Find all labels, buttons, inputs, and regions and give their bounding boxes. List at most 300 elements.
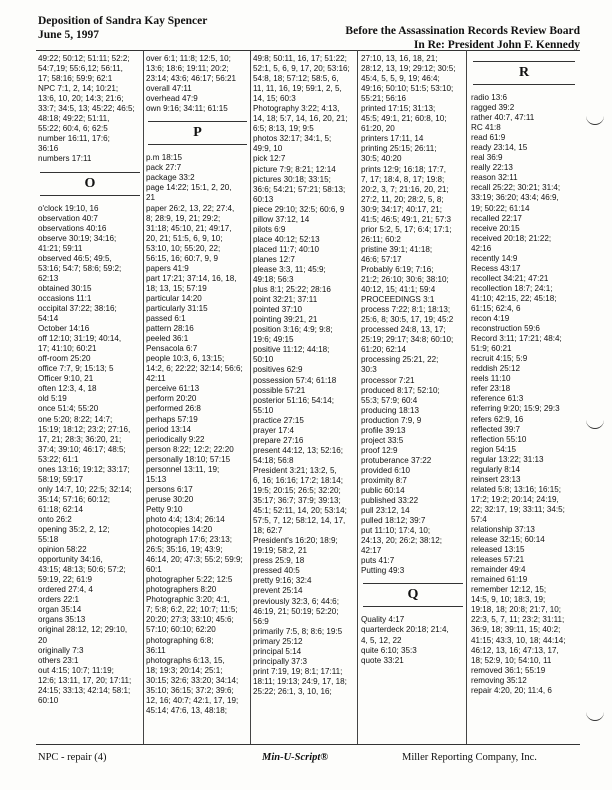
case-title: In Re: President John F. Kennedy — [413, 39, 580, 51]
index-entry: one 5:20; 8:22; 14:7; — [38, 414, 113, 424]
index-column-5 — [471, 54, 577, 744]
index-entry: prints 12:9; 16:18; 17:7, — [361, 164, 447, 174]
index-entry: 45:4, 5, 5, 9, 19; 46:4; — [361, 74, 440, 84]
index-entry: o'clock 19:10, 16 — [38, 203, 99, 213]
index-entry: 46:12, 13, 16; 47:13, 17, — [471, 645, 559, 655]
index-entry: 22:3, 5, 7, 11; 23:2; 31:11; — [471, 615, 565, 625]
index-entry: previously 32:3, 6; 44:6; — [253, 596, 339, 606]
column-divider — [357, 50, 358, 744]
index-entry: 19:19; 58:2, 21 — [253, 546, 308, 556]
index-entry: receive 20:15 — [471, 223, 520, 233]
index-entry: periodically 9:22 — [146, 434, 205, 444]
index-entry: 41:10; 42:15, 22; 45:18; — [471, 293, 557, 303]
board-title: Before the Assassination Records Review Board — [345, 25, 580, 37]
index-entry: put 11:10; 17:4, 10; — [361, 526, 431, 536]
index-entry: 25:6, 8; 30:5, 17, 19; 45:2 — [361, 315, 454, 325]
index-entry: remember 12:12, 15; — [471, 585, 547, 595]
index-entry: related 5:8; 13:16; 16:15; — [471, 484, 561, 494]
index-entry: person 8:22; 12:2; 22:20 — [146, 444, 234, 454]
index-entry: 18; 62:7 — [253, 526, 283, 536]
index-entry: 30:15; 32:6; 33:20; 34:14; — [146, 675, 239, 685]
index-entry: others 23:1 — [38, 655, 79, 665]
index-entry: passed 6:1 — [146, 314, 186, 324]
index-entry: 18; 19:3; 20:14; 25:1; — [146, 665, 223, 675]
index-entry: off-room 25:20 — [38, 354, 91, 364]
index-entry: old 5:19 — [38, 394, 67, 404]
index-entry: overall 47:11 — [146, 84, 192, 94]
index-entry: particular 14:20 — [146, 293, 202, 303]
index-entry: 18; 52:9, 10; 54:10, 11 — [471, 655, 552, 665]
index-entry: overhead 47:9 — [146, 94, 198, 104]
index-entry: pick 12:7 — [253, 154, 286, 164]
index-entry: 59:19, 22; 61:9 — [38, 575, 93, 585]
index-entry: 19:6; 49:15 — [253, 335, 294, 345]
index-entry: 15:13 — [146, 474, 167, 484]
index-entry: observe 30:19; 34:16; — [38, 233, 117, 243]
index-entry: planes 12:7 — [253, 254, 295, 264]
index-entry: 33:19; 36:20; 43:4; 46:9, — [471, 193, 559, 203]
index-entry: 41:5; 46:5; 49:1, 21; 57:3 — [361, 214, 452, 224]
header-left — [38, 14, 207, 42]
index-entry: plus 8:1; 25:22; 28:16 — [253, 285, 331, 295]
index-entry: 50:10 — [253, 355, 274, 365]
index-entry: 17; 41:10; 60:21 — [38, 344, 97, 354]
index-entry: 51:9; 60:21 — [471, 344, 512, 354]
index-entry: 26:5; 35:16, 19; 43:9; — [146, 545, 223, 555]
index-entry: recollect 34:21; 47:21 — [471, 273, 549, 283]
section-letter-heading: O — [40, 172, 140, 196]
index-entry: 61:20; 62:14 — [361, 345, 407, 355]
index-entry: peruse 30:20 — [146, 494, 194, 504]
index-entry: out 4:15; 10:7; 11:19; — [38, 665, 114, 675]
index-entry: primary 25:12 — [253, 636, 303, 646]
index-entry: protuberance 37:22 — [361, 455, 432, 465]
index-entry: 37:4; 39:10; 46:17; 48:5; — [38, 444, 126, 454]
index-entry: numbers 17:11 — [38, 154, 92, 164]
index-entry: place 40:12; 52:13 — [253, 234, 320, 244]
index-entry: position 3:16; 4:9; 9:8; — [253, 325, 333, 335]
index-entry: 20:2, 3, 7; 21:16, 20, 21; — [361, 184, 449, 194]
index-entry: office 7:7, 9; 15:13; 5 — [38, 364, 114, 374]
index-entry: over 6:1; 11:8; 12:5, 10; — [146, 54, 231, 63]
index-entry: releases 57:21 — [471, 555, 525, 565]
index-entry: 54:14 — [38, 314, 59, 324]
footer-company: Miller Reporting Company, Inc. — [402, 752, 537, 763]
index-entry: 55:18 — [38, 535, 59, 545]
index-entry: quarterdeck 20:18; 21:4, — [361, 625, 449, 635]
index-entry: Petty 9:10 — [146, 504, 183, 514]
index-entry: persons 6:17 — [146, 484, 193, 494]
index-entry: onto 26:2 — [38, 514, 72, 524]
section-letter-heading: Q — [363, 583, 463, 607]
scan-mark — [586, 420, 604, 429]
index-entry: originally 7:3 — [38, 645, 84, 655]
index-entry: personnel 13:11, 19; — [146, 464, 220, 474]
index-entry: pointed 37:10 — [253, 305, 303, 315]
index-entry: received 20:18; 21:22; — [471, 233, 552, 243]
index-entry: 35:10; 36:15; 37:2; 39:6; — [146, 685, 234, 695]
index-entry: peeled 36:1 — [146, 334, 189, 344]
index-entry: 20:20; 27:3; 33:10; 45:6; — [146, 615, 234, 625]
header-right — [345, 24, 580, 52]
index-entry: proof 12:9 — [361, 445, 398, 455]
deposition-date: June 5, 1997 — [38, 29, 100, 41]
index-entry: 42:11 — [146, 374, 166, 384]
index-entry: 25:19; 29:17; 34:8; 60:10; — [361, 335, 454, 345]
index-entry: Probably 6:19; 7:16; — [361, 264, 434, 274]
index-entry: regular 13:22; 31:13 — [471, 454, 544, 464]
index-entry: reddish 25:12 — [471, 364, 521, 374]
index-entry: 20 — [38, 635, 48, 645]
deposition-title: Deposition of Sandra Kay Spencer — [38, 15, 208, 27]
index-entry: positive 11:12; 44:18; — [253, 345, 330, 355]
index-entry: perhaps 57:19 — [146, 414, 198, 424]
index-entry: photographer 5:22; 12:5 — [146, 575, 233, 585]
index-column-3 — [253, 54, 356, 744]
index-entry: perceive 61:13 — [146, 384, 200, 394]
index-entry: 54:7,19; 55:6,12; 56:11, — [38, 64, 123, 74]
index-entry: 35:14; 57:16; 60:12; — [38, 494, 111, 504]
index-entry: period 13:14 — [146, 424, 192, 434]
footer-page-label: NPC - repair (4) — [38, 752, 107, 763]
index-entry: 31:18; 45:10, 21; 49:17, — [146, 223, 232, 233]
index-entry: pristine 39:1; 41:18; — [361, 244, 433, 254]
section-letter-heading: R — [473, 61, 575, 85]
column-divider — [143, 50, 144, 744]
index-entry: observed 46:5; 49:5, — [38, 253, 112, 263]
index-entry: 61:20, 20 — [361, 124, 395, 134]
index-entry: 27:10, 13, 16, 18, 21; — [361, 54, 438, 63]
index-entry: 15:19; 18:12; 23:2; 27:16, — [38, 424, 131, 434]
index-entry: real 36:9 — [471, 153, 503, 163]
index-entry: 36:16 — [38, 144, 59, 154]
index-entry: pointing 39:21, 21 — [253, 315, 318, 325]
index-entry: package 33:2 — [146, 173, 195, 183]
index-entry: recollection 18:7; 24:1; — [471, 283, 553, 293]
index-entry: 17:2; 19:2; 20:14; 24:19, — [471, 494, 559, 504]
index-entry: 30:3 — [361, 365, 377, 375]
index-entry: repair 4:20, 20; 11:4, 6 — [471, 685, 552, 695]
index-entry: pretty 9:16; 32:4 — [253, 576, 312, 586]
index-entry: present 44:12, 13; 52:16; — [253, 445, 343, 455]
index-entry: 30:5; 40:20 — [361, 154, 402, 164]
index-entry: 36:6; 54:21; 57:21; 58:13; — [253, 184, 346, 194]
index-entry: refers 62:9, 16 — [471, 414, 524, 424]
index-entry: remainder 49:4 — [471, 565, 526, 575]
index-entry: principal 5:14 — [253, 646, 302, 656]
index-entry: 55:10 — [253, 405, 274, 415]
index-entry: 12, 16; 40:7; 42:1, 17, 19; — [146, 695, 239, 705]
index-entry: NPC 7:1, 2, 14; 10:21; — [38, 84, 119, 94]
index-entry: published 33:22 — [361, 496, 419, 506]
index-entry: 60:10 — [38, 695, 59, 705]
index-entry: observation 40:7 — [38, 213, 98, 223]
index-entry: regularly 8:14 — [471, 464, 521, 474]
index-entry: really 22:13 — [471, 163, 513, 173]
index-entry: pull 23:12, 14 — [361, 506, 410, 516]
index-entry: pillow 37:12, 14 — [253, 214, 310, 224]
index-entry: number 16:11, 17:6; — [38, 134, 110, 144]
index-entry: refer 23:18 — [471, 384, 511, 394]
column-divider — [466, 50, 467, 744]
index-entry: 21 — [146, 193, 156, 203]
index-entry: 33:7; 34:5, 13; 45:22; 46:5; — [38, 104, 135, 114]
index-entry: 36:11 — [146, 645, 166, 655]
header-rule — [36, 50, 580, 51]
index-entry: ragged 39:2 — [471, 103, 515, 113]
index-entry: 25:22; 26:1, 3, 10, 16; — [253, 686, 332, 696]
index-entry: ones 13:16; 19:12; 33:17; — [38, 464, 130, 474]
scan-mark — [586, 712, 604, 721]
index-entry: part 17:21; 37:14, 16, 18, — [146, 273, 237, 283]
index-entry: 49:16; 50:10; 51:5; 53:10; — [361, 84, 454, 94]
index-entry: 45:5; 49:1, 21; 60:8, 10; — [361, 114, 447, 124]
index-entry: 60:13 — [253, 194, 274, 204]
index-entry: printers 17:11, 14 — [361, 134, 424, 144]
index-entry: 24:15; 33:13; 42:14; 58:1; — [38, 685, 131, 695]
index-entry: 17, 21; 28:3; 36:20, 21; — [38, 434, 122, 444]
column-divider — [250, 50, 251, 744]
index-column-2 — [146, 54, 249, 744]
index-entry: 49:22; 50:12; 51:11; 52:2; — [38, 54, 130, 63]
index-entry: 49:9, 10 — [253, 144, 283, 154]
index-entry: observations 40:16 — [38, 223, 107, 233]
index-entry: pictures 30:18; 33:15; — [253, 174, 331, 184]
index-entry: 6:5; 8:13, 19; 9:5 — [253, 124, 314, 134]
index-entry: processed 24:8, 13, 17; — [361, 325, 446, 335]
index-entry: release 32:15; 60:14 — [471, 535, 545, 545]
index-entry: Putting 49:3 — [361, 566, 405, 576]
index-entry: photocopies 14:20 — [146, 525, 213, 535]
index-entry: Recess 43:17 — [471, 263, 521, 273]
index-entry: 27:2, 11, 20; 28:2, 5, 8; — [361, 194, 444, 204]
index-entry: prayer 17:4 — [253, 425, 294, 435]
index-column-4 — [361, 54, 465, 744]
index-entry: photo 4:4; 13:4; 26:14 — [146, 514, 225, 524]
index-entry: producing 18:13 — [361, 405, 420, 415]
index-entry: 40:12, 15; 41:1; 59:4 — [361, 285, 436, 295]
index-entry: 49:8; 50:11, 16, 17; 51:22; — [253, 54, 347, 63]
index-entry: 26:11; 60:2 — [361, 234, 401, 244]
index-entry: opening 35:2, 2, 12; — [38, 525, 110, 535]
index-entry: principally 37:3 — [253, 656, 307, 666]
index-entry: 18; 13, 15; 57:19 — [146, 283, 207, 293]
index-entry: 52:1, 5, 6, 9, 17, 20; 53:16; — [253, 64, 350, 74]
index-entry: occipital 37:22; 38:16; — [38, 303, 117, 313]
index-entry: prevent 25:14 — [253, 586, 303, 596]
index-entry: organ 35:14 — [38, 605, 82, 615]
index-entry: 46:19, 21; 50:19; 52:20; — [253, 606, 339, 616]
index-entry: own 9:16; 34:11; 61:15 — [146, 104, 228, 114]
index-entry: 55:3; 57:9; 60:4 — [361, 395, 418, 405]
index-entry: Pensacola 6:7 — [146, 344, 198, 354]
index-entry: 41:21; 59:11 — [38, 243, 83, 253]
index-entry: 30:9; 34:17; 40:17, 21; — [361, 204, 443, 214]
index-entry: 14, 15; 60:3 — [253, 94, 296, 104]
index-entry: off 12:10; 31:19; 40:14, — [38, 334, 122, 344]
index-entry: reconstruction 59:6 — [471, 324, 540, 334]
footer-rule — [36, 744, 580, 745]
index-entry: possible 57:21 — [253, 385, 306, 395]
index-entry: ordered 27:4, 4 — [38, 585, 93, 595]
index-entry: recruit 4:15; 5:9 — [471, 354, 528, 364]
index-entry: 41:15; 43:3, 10, 18; 44:14; — [471, 635, 566, 645]
index-entry: relationship 37:13 — [471, 525, 535, 535]
index-entry: 13:6; 18:6; 19:11; 20:2; — [146, 64, 229, 74]
index-entry: people 10:3, 6, 13:15; — [146, 354, 225, 364]
index-entry: proximity 8:7 — [361, 475, 407, 485]
index-entry: process 7:22; 8:1; 18:13; — [361, 305, 451, 315]
index-entry: obtained 30:15 — [38, 283, 92, 293]
index-entry: 19; 50:22; 61:14 — [471, 203, 530, 213]
index-entry: 61:18; 62:14 — [38, 504, 84, 514]
index-entry: 54:18; 56:8 — [253, 455, 294, 465]
index-entry: 21:2; 26:10; 30:6; 38:10; — [361, 275, 449, 285]
index-entry: 23:14; 43:6; 46:17; 56:21 — [146, 74, 237, 84]
index-entry: reflection 55:10 — [471, 434, 527, 444]
index-entry: 19:18, 18; 20:8; 21:7, 10; — [471, 605, 562, 615]
index-entry: Photographic 3:20; 4:1, — [146, 595, 230, 605]
index-entry: Record 3:11; 17:21; 48:4; — [471, 334, 562, 344]
index-entry: recalled 22:17 — [471, 213, 522, 223]
index-entry: point 32:21; 37:11 — [253, 295, 318, 305]
index-entry: 56:15, 16; 60:7, 9, 9 — [146, 253, 219, 263]
index-entry: 13:6, 10, 20; 14:3; 21:6; — [38, 94, 124, 104]
index-entry: 53:16; 54:7; 58:6; 59:2; — [38, 263, 122, 273]
index-entry: reels 11:10 — [471, 374, 511, 384]
index-entry: photographs 6:13, 15, — [146, 655, 225, 665]
index-entry: President's 16:20; 18:9; — [253, 536, 338, 546]
index-entry: recall 25:22; 30:21; 31:4; — [471, 183, 561, 193]
index-entry: prepare 27:16 — [253, 435, 304, 445]
index-entry: placed 11:7; 40:10 — [253, 244, 320, 254]
index-entry: 57:4 — [471, 514, 487, 524]
index-entry: press 25:9, 18 — [253, 556, 305, 566]
scan-mark — [586, 116, 604, 125]
index-entry: 7; 5:8; 6:2, 22; 10:7; 11:5; — [146, 605, 238, 615]
index-entry: perform 20:20 — [146, 394, 197, 404]
index-entry: printing 25:15; 26:11; — [361, 144, 437, 154]
index-entry: 19:5; 20:15; 26:5; 32:20; — [253, 486, 341, 496]
index-entry: 18:11; 19:13; 24:9, 17, 18; — [253, 676, 347, 686]
index-entry: personally 18:10; 57:15 — [146, 454, 231, 464]
index-entry: 57:5, 7, 12; 58:12, 14, 17, — [253, 516, 346, 526]
index-entry: 6, 16; 16:16; 17:2; 18:14; — [253, 475, 344, 485]
index-entry: puts 41:7 — [361, 556, 395, 566]
index-entry: page 14:22; 15:1, 2, 20, — [146, 183, 232, 193]
index-entry: photograph 17:6; 23:13; — [146, 535, 232, 545]
index-entry: reason 32:11 — [471, 173, 518, 183]
index-entry: opinion 58:22 — [38, 545, 87, 555]
index-entry: papers 41:9 — [146, 263, 189, 273]
index-entry: 53:22; 61:1 — [38, 454, 79, 464]
index-entry: 46:6; 57:17 — [361, 254, 402, 264]
index-entry: Photography 3:22; 4:13, — [253, 104, 340, 114]
index-entry: pilots 6:9 — [253, 224, 286, 234]
index-entry: opportunity 34:16, — [38, 555, 103, 565]
index-entry: performed 26:8 — [146, 404, 201, 414]
index-entry: once 51:4; 55:20 — [38, 404, 99, 414]
index-entry: production 7:9, 9 — [361, 415, 422, 425]
index-entry: removed 36:1; 55:19 — [471, 665, 546, 675]
index-entry: primarily 7:5, 8; 8:6; 19:5 — [253, 626, 343, 636]
index-entry: reflected 39:7 — [471, 424, 521, 434]
index-entry: ready 23:14, 15 — [471, 143, 528, 153]
index-entry: radio 13:6 — [471, 93, 507, 102]
index-entry: pack 27:7 — [146, 163, 182, 173]
index-entry: printed 17:15; 31:13; — [361, 104, 436, 114]
index-entry: 4, 5, 12, 22 — [361, 635, 402, 645]
index-entry: reinsert 23:13 — [471, 474, 521, 484]
index-entry: Officer 9:10, 21 — [38, 374, 94, 384]
index-entry: 42:16 — [471, 243, 492, 253]
index-entry: 43:15; 48:13; 50:6; 57:2; — [38, 565, 126, 575]
index-entry: 14:2, 6; 22:22; 32:14; 56:6; — [146, 364, 243, 374]
index-entry: referring 9:20; 15:9; 29:3 — [471, 404, 560, 414]
index-entry: photographing 6:8; — [146, 635, 214, 645]
index-entry: 60:1 — [146, 565, 162, 575]
index-entry: 61:15; 62:4, 6 — [471, 303, 521, 313]
index-entry: particularly 31:15 — [146, 303, 208, 313]
index-entry: 7, 17; 18:4, 8, 17; 19:8; — [361, 174, 445, 184]
index-entry: photos 32:17; 34:1, 5; — [253, 134, 332, 144]
index-entry: 49:18; 56:3 — [253, 275, 294, 285]
index-entry: 46:14, 20; 47:3; 55:2; 59:9; — [146, 555, 243, 565]
index-entry: Quality 4:17 — [361, 615, 405, 625]
index-entry: print 7:19, 19; 8:1; 17:11; — [253, 666, 343, 676]
index-entry: produced 8:17; 52:10; — [361, 385, 440, 395]
index-entry: remained 61:19 — [471, 575, 528, 585]
index-entry: p.m 18:15 — [146, 153, 182, 163]
index-entry: 20, 21; 51:5, 6, 9, 10; — [146, 233, 223, 243]
index-entry: 56:9 — [253, 616, 269, 626]
index-entry: often 12:3, 4, 18 — [38, 384, 97, 394]
index-entry: posterior 51:16; 54:14; — [253, 395, 334, 405]
index-entry: removing 35:12 — [471, 675, 527, 685]
index-entry: possession 57:4; 61:18 — [253, 375, 337, 385]
index-entry: 8; 28:9, 19, 21; 29:2; — [146, 213, 221, 223]
index-entry: 45:14; 47:6, 13, 48:18; — [146, 705, 228, 715]
index-entry: read 61:9 — [471, 133, 506, 143]
index-entry: 17; 58:16; 59:9; 62:1 — [38, 74, 113, 84]
index-entry: quite 6:10; 35:3 — [361, 645, 417, 655]
index-entry: practice 27:15 — [253, 415, 304, 425]
index-entry: 55:21; 56:16 — [361, 94, 407, 104]
index-entry: piece 29:10; 32:5; 60:6, 9 — [253, 204, 345, 214]
index-entry: profile 39:13 — [361, 425, 406, 435]
index-entry: 55:22; 60:4, 6; 62:5 — [38, 124, 108, 134]
index-entry: picture 7:9; 8:21; 12:14 — [253, 164, 336, 174]
index-entry: recently 14:9 — [471, 253, 518, 263]
index-entry: 28:12, 13, 19; 29:12; 30:5; — [361, 64, 456, 74]
index-entry: rather 40:7, 47:11 — [471, 113, 535, 123]
index-entry: pattern 28:16 — [146, 324, 194, 334]
index-entry: PROCEEDINGS 3:1 — [361, 295, 435, 305]
index-entry: recon 4:19 — [471, 314, 510, 324]
index-entry: 53:10, 10; 55:20, 22; — [146, 243, 221, 253]
footer-brand: Min-U-Script® — [262, 752, 329, 763]
index-entry: released 13:15 — [471, 545, 525, 555]
index-entry: public 60:14 — [361, 486, 405, 496]
index-entry: prior 5:2, 5, 17; 6:4; 17:1; — [361, 224, 452, 234]
index-entry: photographers 8:20 — [146, 585, 217, 595]
index-entry: 24:13, 20; 26:2; 38:12; — [361, 536, 443, 546]
index-entry: orders 22:1 — [38, 595, 79, 605]
index-entry: quote 33:21 — [361, 655, 404, 665]
index-entry: 62:13 — [38, 273, 59, 283]
index-entry: 42:17 — [361, 546, 382, 556]
index-entry: 14:5, 9, 10; 18:3, 19; — [471, 595, 546, 605]
